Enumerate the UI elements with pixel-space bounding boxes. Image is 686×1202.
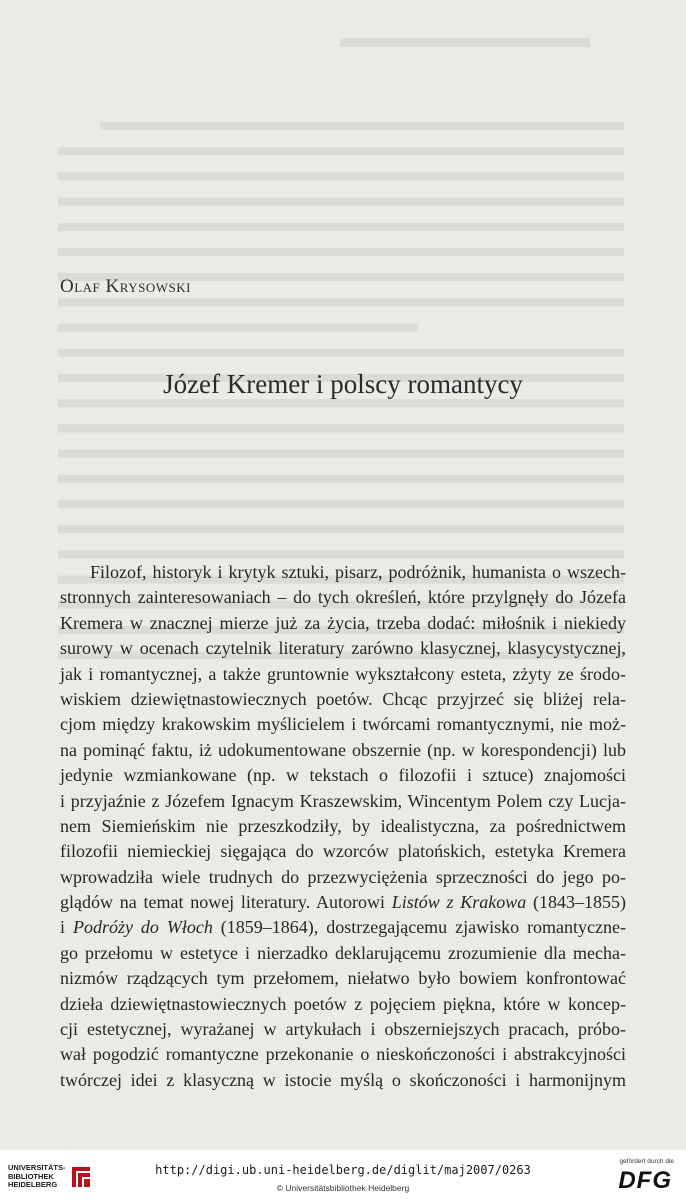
paragraph-line: surowy w ocenach czytelnik literatury zarówno klasycznej, klasycystycznej, xyxy=(60,638,626,659)
ghost-line xyxy=(58,223,624,231)
ghost-line xyxy=(58,550,624,558)
paragraph-line: dzieła dziewiętnastowiecznych poetów z pojęciem piękna, które w koncep- xyxy=(60,993,626,1014)
ghost-line xyxy=(58,525,624,533)
dfg-logo: DFG xyxy=(618,1167,672,1194)
paragraph-line: wprowadziła wiele trudnych do przezwyciężenia sprzeczności do jego po- xyxy=(60,866,626,887)
library-logo-text: UNIVERSITÄTS- BIBLIOTHEK HEIDELBERG xyxy=(8,1163,66,1189)
ghost-line xyxy=(58,450,624,458)
paragraph-line: wiskiem dziewiętnastowiecznych poetów. Chcąc przyjrzeć się bliżej rela- xyxy=(60,688,626,709)
paragraph-line: nem Siemieńskim nie przeszkodziły, by idealistyczna, za pośrednictwem xyxy=(60,815,626,836)
paragraph-line: filozofii niemieckiej sięgająca do wzorców platońskich, estetyka Kremera xyxy=(60,841,626,862)
paragraph-line: na pominąć faktu, iż udokumentowane obszernie (np. w korespondencji) lub xyxy=(60,739,626,760)
article-title: Józef Kremer i polscy romantycy xyxy=(163,369,523,399)
ghost-line xyxy=(58,424,624,432)
paragraph-line: stronnych zainteresowaniach – do tych określeń, które przylgnęły do Józefa xyxy=(60,587,626,608)
author-name: Olaf Krysowski xyxy=(60,276,191,297)
paragraph-line: twórczej idei z klasyczną w istocie myślą o skończoności i harmonijnym xyxy=(60,1069,626,1090)
ghost-line xyxy=(58,475,624,483)
paragraph-line: wał pogodzić romantyczne przekonanie o nieskończoności i abstrakcyjności xyxy=(60,1044,626,1065)
ghost-line xyxy=(58,298,624,306)
paragraph-line: i Podróży do Włoch (1859–1864), dostrzegającemu zjawisko romantyczne- xyxy=(60,917,627,938)
copyright-notice: © Universitätsbibliothek Heidelberg xyxy=(276,1183,410,1193)
ghost-line xyxy=(58,500,624,508)
ghost-line xyxy=(58,248,624,256)
paragraph-line: jedynie wzmiankowane (np. w tekstach o filozofii i sztuce) znajomości xyxy=(60,765,626,786)
paragraph-line: i przyjaźnie z Józefem Ignacym Kraszewskim, Wincentym Polem czy Lucja- xyxy=(60,790,626,811)
ghost-header-line xyxy=(340,38,590,47)
ghost-line xyxy=(58,198,624,206)
article-paragraph xyxy=(60,560,626,1093)
paragraph-line: nizmów rządzących tym przełomem, niełatwo było bowiem konfrontować xyxy=(60,968,626,989)
paragraph-line: glądów na temat nowej literatury. Autorowi Listów z Krakowa (1843–1855) xyxy=(60,892,626,913)
ghost-line xyxy=(58,172,624,180)
paragraph-line: cji estetycznej, wyrażanej w artykułach i obszerniejszych pracach, próbo- xyxy=(60,1019,626,1040)
ghost-line xyxy=(58,399,624,407)
footer-bar xyxy=(0,1150,686,1202)
paragraph-line: cjom między krakowskim myślicielem i twórcami romantycznymi, nie moż- xyxy=(60,714,626,735)
paragraph-line: go przełomu w estetyce i nierzadko deklarującemu zrozumienie dla mecha- xyxy=(60,942,626,963)
book-title: Listów z Krakowa xyxy=(391,892,527,913)
ghost-line xyxy=(58,147,624,155)
page-url-link[interactable]: http://digi.ub.uni-heidelberg.de/diglit/maj2007/0263 xyxy=(155,1163,531,1177)
ghost-line xyxy=(58,324,418,332)
paragraph-line: jak i romantycznej, a także gruntownie wykształcony esteta, zżyty ze środo- xyxy=(60,663,626,684)
funding-note: gefördert durch die xyxy=(619,1158,674,1165)
paragraph-line: Kremera w znacznej mierze już za życia, trzeba dodać: miłośnik i niekiedy xyxy=(60,612,626,633)
book-title: Podróży do Włoch xyxy=(72,917,213,938)
ghost-line xyxy=(100,122,624,130)
ghost-line xyxy=(58,349,624,357)
paragraph-line: Filozof, historyk i krytyk sztuki, pisarz, podróżnik, humanista o wszech- xyxy=(90,562,626,582)
